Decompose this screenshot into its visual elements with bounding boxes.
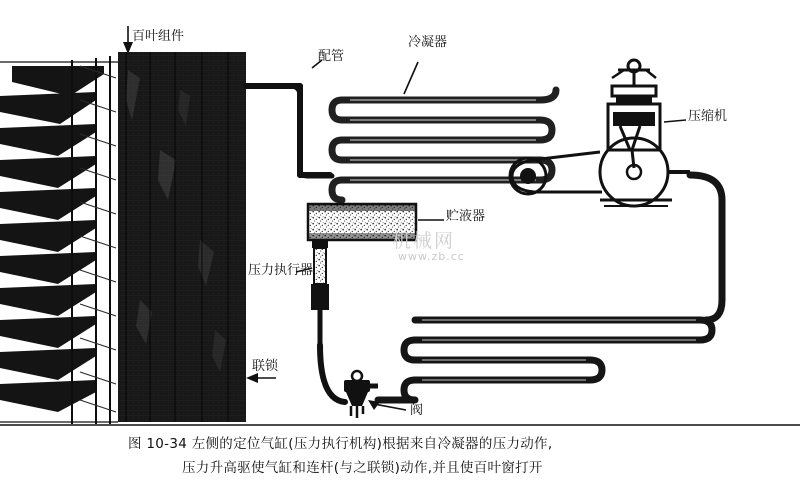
condenser-coil (332, 90, 556, 200)
watermark-main: 机械网 (392, 230, 456, 252)
louver-assembly-graphic (0, 52, 246, 424)
figure-caption-line-2: 压力升高驱使气缸和连杆(与之联锁)动作,并且使百叶窗打开 (182, 460, 543, 476)
compressor-graphic (510, 60, 690, 206)
label-condenser: 冷凝器 (408, 35, 448, 50)
label-receiver: 贮液器 (446, 209, 486, 224)
figure-caption-line-1: 图 10-34 左侧的定位气缸(压力执行机构)根据来自冷凝器的压力动作, (128, 436, 553, 452)
valve-graphic (344, 371, 378, 418)
label-valve: 阀 (410, 403, 424, 418)
pressure-actuator-cylinder (311, 240, 329, 345)
label-compressor: 压缩机 (688, 109, 728, 124)
watermark-sub: www.zb.cc (398, 250, 465, 263)
piping-line (246, 86, 330, 175)
label-piping: 配管 (318, 49, 345, 64)
label-interlock: 联锁 (252, 359, 279, 374)
label-louver-assembly: 百叶组件 (132, 29, 185, 44)
label-pressure-actuator: 压力执行器 (248, 263, 314, 278)
